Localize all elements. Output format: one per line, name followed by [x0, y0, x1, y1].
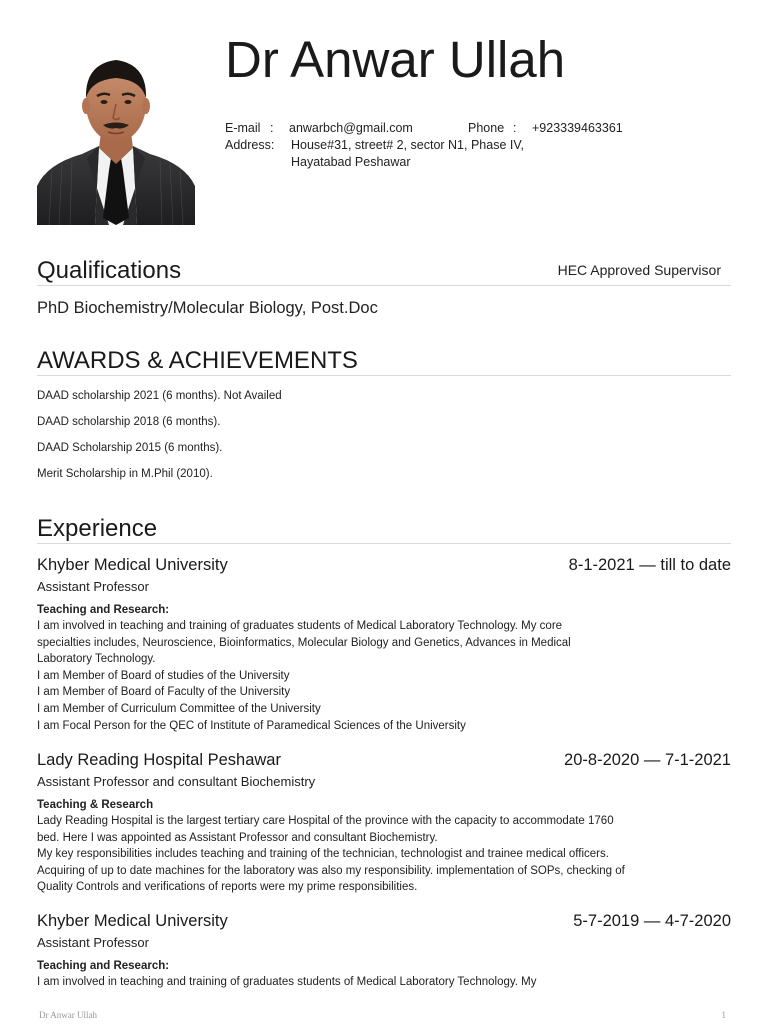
qualification-degree: PhD Biochemistry/Molecular Biology, Post.Doc [37, 299, 378, 317]
award-item: DAAD scholarship 2021 (6 months). Not Availed [37, 390, 282, 402]
section-divider [37, 375, 731, 376]
job-description-line: I am Member of Board of Faculty of the University [37, 686, 291, 699]
employer-name: Khyber Medical University [37, 556, 228, 574]
job-subtitle: Teaching & Research [37, 799, 154, 811]
experience-entry [37, 556, 731, 734]
award-item: DAAD Scholarship 2015 (6 months). [37, 442, 223, 454]
hec-supervisor-badge: HEC Approved Supervisor [557, 262, 721, 278]
job-description-line: Lady Reading Hospital is the largest tertiary care Hospital of the province with the capacity to accommodate 1760 [37, 815, 614, 827]
employment-dates: 8-1-2021 — till to date [568, 556, 731, 574]
email-separator: : [270, 121, 274, 135]
employment-dates: 5-7-2019 — 4-7-2020 [573, 912, 731, 930]
portrait-illustration [37, 46, 195, 225]
employer-name: Lady Reading Hospital Peshawar [37, 751, 281, 769]
job-subtitle: Teaching and Research: [37, 604, 170, 616]
experience-header [37, 912, 731, 934]
address-line-1: House#31, street# 2, sector N1, Phase IV, [291, 138, 525, 152]
job-description-line: Laboratory Technology. [37, 653, 156, 666]
section-divider [37, 285, 731, 286]
phone-separator: : [513, 121, 517, 135]
job-description-line: I am Member of Curriculum Committee of the University [37, 702, 321, 715]
email-value[interactable]: anwarbch@gmail.com [289, 121, 413, 135]
experience-entry [37, 912, 731, 991]
job-description-line: Quality Controls and verifications of reports were my prime responsibilities. [37, 881, 418, 894]
email-label: E-mail [225, 121, 261, 135]
award-item: DAAD scholarship 2018 (6 months). [37, 416, 221, 428]
job-title: Assistant Professor [37, 579, 149, 594]
job-title: Assistant Professor and consultant Biochemistry [37, 774, 316, 789]
phone-label: Phone [468, 121, 505, 135]
job-subtitle: Teaching and Research: [37, 960, 170, 972]
experience-header [37, 556, 731, 578]
address-label: Address: [225, 138, 275, 152]
job-description-line: Acquiring of up to date machines for the laboratory was also my responsibility. implementation of SOPs, checking of [37, 864, 625, 877]
address-line-2: Hayatabad Peshawar [291, 155, 411, 169]
experience-header [37, 751, 731, 773]
experience-entry [37, 751, 731, 896]
awards-heading: AWARDS & ACHIEVEMENTS [37, 347, 358, 374]
job-description-line: I am involved in teaching and training of graduates students of Medical Laboratory Technology. My [37, 976, 537, 988]
phone-value[interactable]: +923339463361 [532, 121, 623, 135]
qualifications-heading: Qualifications [37, 257, 182, 284]
award-item: Merit Scholarship in M.Phil (2010). [37, 468, 213, 480]
job-description-line: bed. Here I was appointed as Assistant Professor and consultant Biochemistry. [37, 831, 438, 844]
footer-name: Dr Anwar Ullah [39, 1010, 97, 1020]
section-divider [37, 543, 731, 544]
job-description-line: My key responsibilities includes teaching and training of the technician, technologist and trainee medical officers. [37, 848, 609, 861]
page-number: 1 [721, 1010, 726, 1020]
profile-photo [37, 46, 195, 225]
experience-heading: Experience [37, 515, 158, 542]
job-description-line: I am Focal Person for the QEC of Institute of Paramedical Sciences of the University [37, 719, 466, 732]
job-description-line: I am involved in teaching and training of graduates students of Medical Laboratory Technology. My core [37, 620, 563, 632]
job-title: Assistant Professor [37, 935, 149, 950]
job-description-line: specialties includes, Neuroscience, Bioinformatics, Molecular Biology and Genetics, Advances in Medical [37, 636, 571, 649]
employment-dates: 20-8-2020 — 7-1-2021 [564, 751, 731, 769]
candidate-name: Dr Anwar Ullah [225, 31, 566, 88]
job-description-line: I am Member of Board of studies of the University [37, 669, 290, 682]
employer-name: Khyber Medical University [37, 912, 228, 930]
